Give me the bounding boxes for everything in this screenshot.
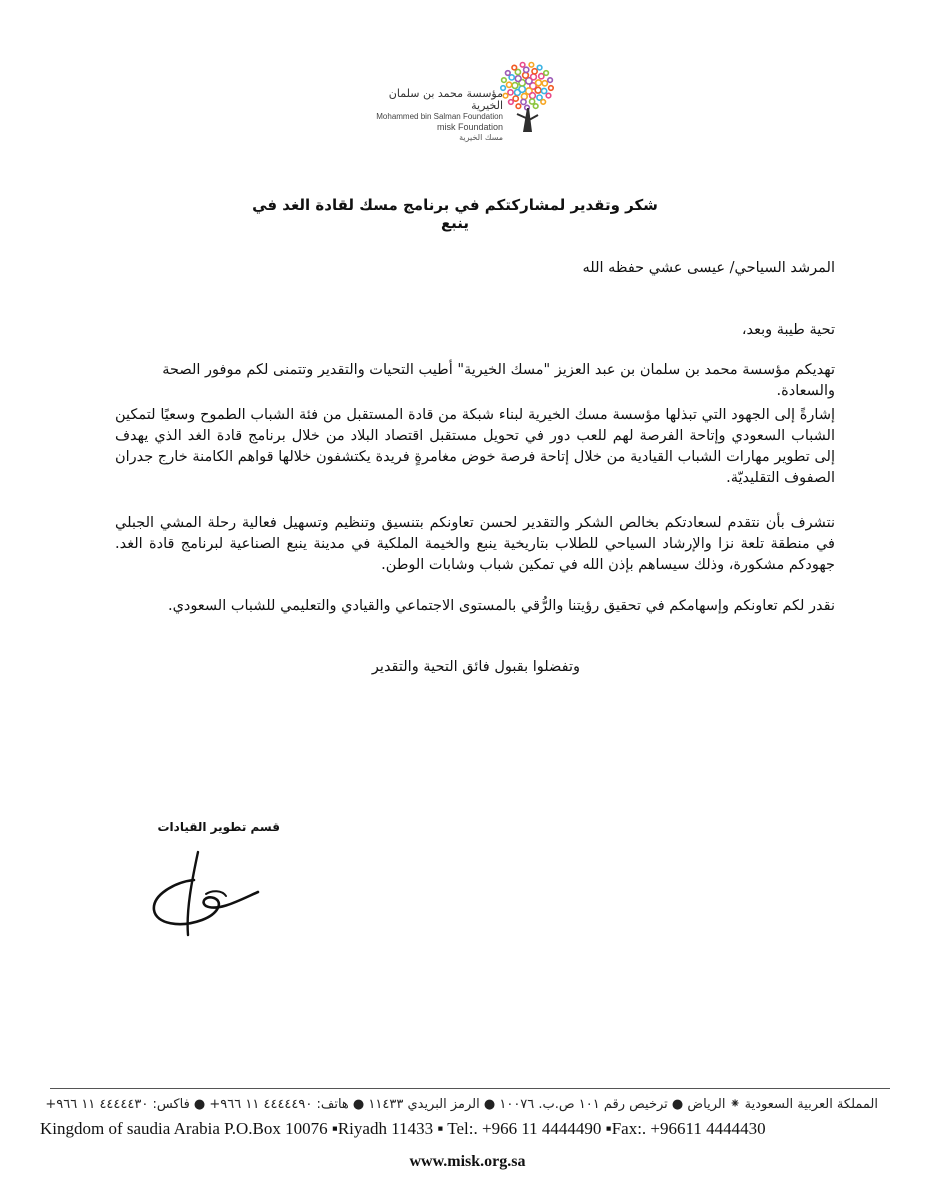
footer-website-link[interactable]: www.misk.org.sa [409,1153,526,1170]
signature-image [140,840,280,950]
logo-dot [542,88,547,93]
logo-dot [508,90,513,95]
logo-dot [542,81,547,86]
logo-dot [513,96,518,101]
logo-dot [537,65,542,70]
logo-dot [509,75,514,80]
footer-address-ar: المملكة العربية السعودية ⁕ الرياض ● ترخيص رقم ١٠١ ص.ب. ١٠٠٧٦ ● الرمز البريدي ١١٤٣٣ ● هاتف: ٤٤٤٤٤٩٠ ١١ ٩٦٦+ ● فاكس: ٤٤٤٤٤٣٠ ١١ ٩٦٦+ [45,1097,878,1112]
logo-dot [549,86,554,91]
department-name: قسم تطوير القيادات [157,820,280,834]
logo-dot [516,104,521,109]
greeting-line: تحية طيبة وبعد، [741,322,835,338]
tree-logo-icon [500,60,555,135]
footer-address-en: Kingdom of saudia Arabia P.O.Box 10076 ▪Riyadh 11433 ▪ Tel:. +966 11 4444490 ▪Fax:. +96611 4444430 [40,1119,766,1138]
logo-dot [512,83,518,89]
logo-dot [530,93,536,99]
recipient-line: المرشد السياحي/ عيسى عشي حفظه الله [582,260,835,276]
logo-dot [531,74,537,80]
logo-dot [546,93,551,98]
logo-dot [521,94,527,100]
logo-name-ar: مؤسسة محمد بن سلمان الخيرية [388,87,503,112]
paragraph-1: تهديكم مؤسسة محمد بن سلمان بن عبد العزيز "مسك الخيرية" أطيب التحيات والتقدير وتتمنى لكم موفور الصحة والسعادة. [162,362,835,399]
misk-foundation-logo [375,60,555,140]
logo-dot [515,90,521,96]
logo-name-en: Mohammed bin Salman Foundation [376,112,503,121]
logo-dot [544,71,549,76]
logo-dot [548,78,553,83]
logo-dot [503,93,508,98]
logo-dot [539,74,544,79]
logo-brand-ar: مسك الخيرية [459,133,503,142]
logo-dot [524,67,529,72]
paragraph-2: إشارةً إلى الجهود التي تبذلها مؤسسة مسك الخيرية لبناء شبكة من قادة المستقبل من فئة الشباب الطموح وسعيًا لتمكين الشباب السعودي وإتاحة الفرصة لهم للعب دور في تحويل مستقبل اقتصاد البلاد من خلال برنامج قادة الغد الذي يهدف إلى تطوير مهارات الشباب القيادية من خلال إتاحة فرصة خوض مغامرةٍ فريدة يكتشفون خلالها قواهم الكامنة خارج جدران الصفوف التقليديّة. [115,407,835,486]
logo-dot [520,63,525,68]
logo-text [375,88,503,143]
logo-dot [532,69,537,74]
paragraph-3: نتشرف بأن نتقدم لسعادتكم بخالص الشكر والتقدير لحسن تعاونكم بتنسيق وتنظيم وتسهيل فعالية رحلة المشي الجبلي في منطقة تلعة نزا والإرشاد السياحي للطلاب بتاريخية ينبع والخيمة الملكية في مدينة ينبع الصناعية لبرنامج قادة الغد. جهودكم مشكورة، وذلك سيساهم بإذن الله في تمكين شباب وشابات الوطن. [115,515,835,573]
logo-brand-en: misk Foundation [436,122,503,132]
logo-dot [506,71,511,76]
letter-title: شكر وتقدير لمشاركتكم في برنامج مسك لقادة الغد في ينبع [252,196,658,232]
logo-dot [536,80,542,86]
logo-dot [533,104,538,109]
logo-dot [535,87,541,93]
logo-dot [537,95,542,100]
logo-dot [521,99,526,104]
footer-divider [50,1088,890,1089]
logo-dot [512,65,517,70]
logo-dot [502,78,507,83]
logo-dot [530,99,535,104]
logo-dot [541,100,546,105]
closing-line: وتفضلوا بقبول فائق التحية والتقدير [371,659,580,675]
logo-dot [509,100,514,105]
logo-dot [515,69,520,74]
paragraph-4: نقدر لكم تعاونكم وإسهامكم في تحقيق رؤيتنا والرُّقي بالمستوى الاجتماعي والقيادي والتعليمي للشباب السعودي. [167,598,835,614]
logo-dot [523,72,529,78]
logo-dot [507,82,512,87]
logo-dot [529,63,534,68]
logo-dot [515,76,521,82]
